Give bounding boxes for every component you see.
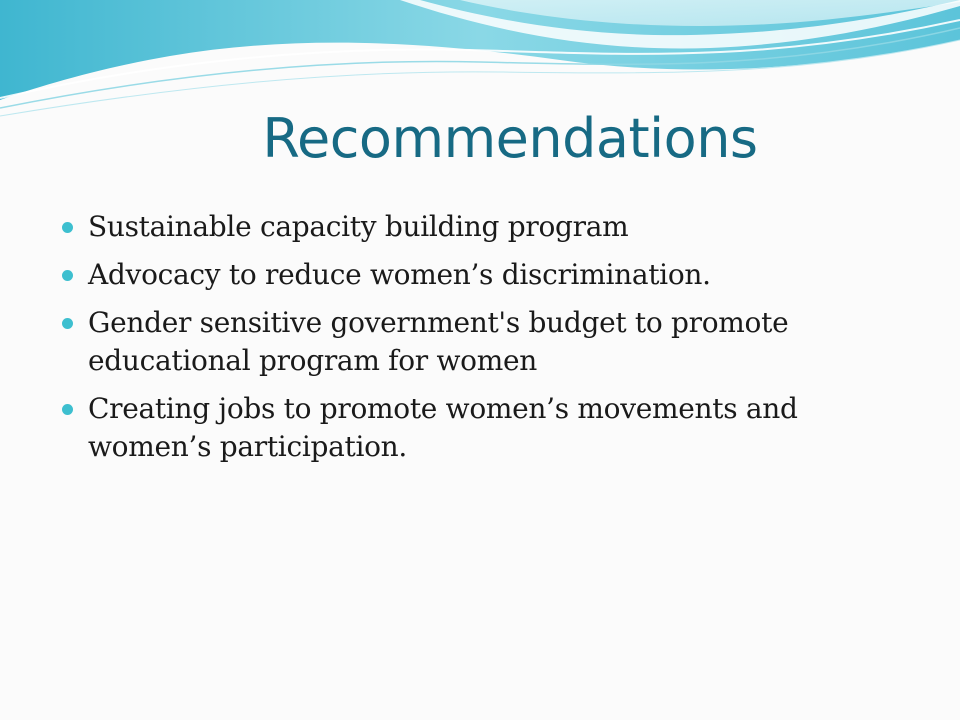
bullet-item [58,304,918,380]
bullet-dot-icon [62,318,73,329]
bullet-text: Advocacy to reduce women’s discrimination. [88,258,711,291]
bullet-dot-icon [62,270,73,281]
bullet-dot-icon [62,222,73,233]
slide-title: Recommendations [262,107,758,170]
bullet-item [58,208,918,246]
bullet-item [58,390,918,466]
decorative-wave-header [0,0,960,120]
bullet-item [58,256,918,294]
bullet-text: Gender sensitive government's budget to promote educational program for women [88,306,789,377]
bullet-text: Sustainable capacity building program [88,210,629,243]
bullet-text: Creating jobs to promote women’s movements and women’s participation. [88,392,798,463]
bullet-dot-icon [62,404,73,415]
bullet-list [58,208,918,476]
